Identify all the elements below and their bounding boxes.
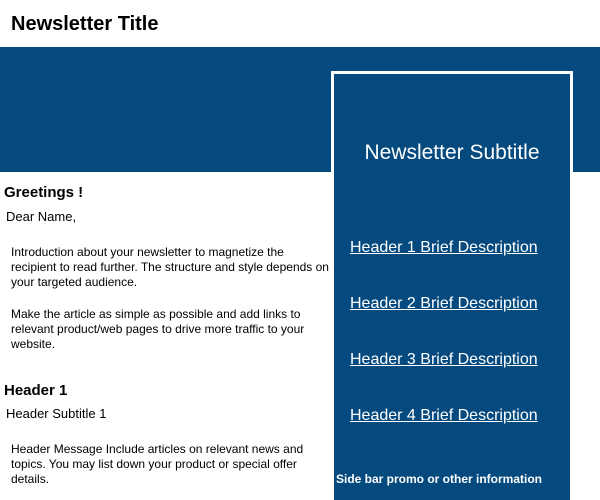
newsletter-title: Newsletter Title (11, 13, 159, 35)
sidebar-link-header-4[interactable]: Header 4 Brief Description (350, 407, 538, 424)
section-subtitle: Header Subtitle 1 (6, 406, 107, 421)
section-heading: Header 1 (4, 382, 68, 399)
sidebar-promo: Side bar promo or other information (336, 472, 543, 486)
section-message: Header Message Include articles on relevant news and topics. You may list down your product or special offer details. (11, 442, 304, 486)
sidebar-link-header-1[interactable]: Header 1 Brief Description (350, 239, 538, 256)
intro-paragraph: Introduction about your newsletter to magnetize the recipient to read further. The structure and style depends on your targeted audience. (11, 245, 329, 289)
sidebar-link-header-3[interactable]: Header 3 Brief Description (350, 351, 538, 368)
salutation-text: Dear Name, (6, 209, 77, 224)
newsletter-subtitle: Newsletter Subtitle (364, 141, 540, 164)
sidebar-link-header-2[interactable]: Header 2 Brief Description (350, 295, 538, 312)
simplicity-paragraph: Make the article as simple as possible and add links to relevant product/web pages to drive more traffic to your website. (11, 307, 305, 351)
greeting-heading: Greetings ! (4, 184, 84, 201)
sidebar-panel (331, 71, 573, 500)
